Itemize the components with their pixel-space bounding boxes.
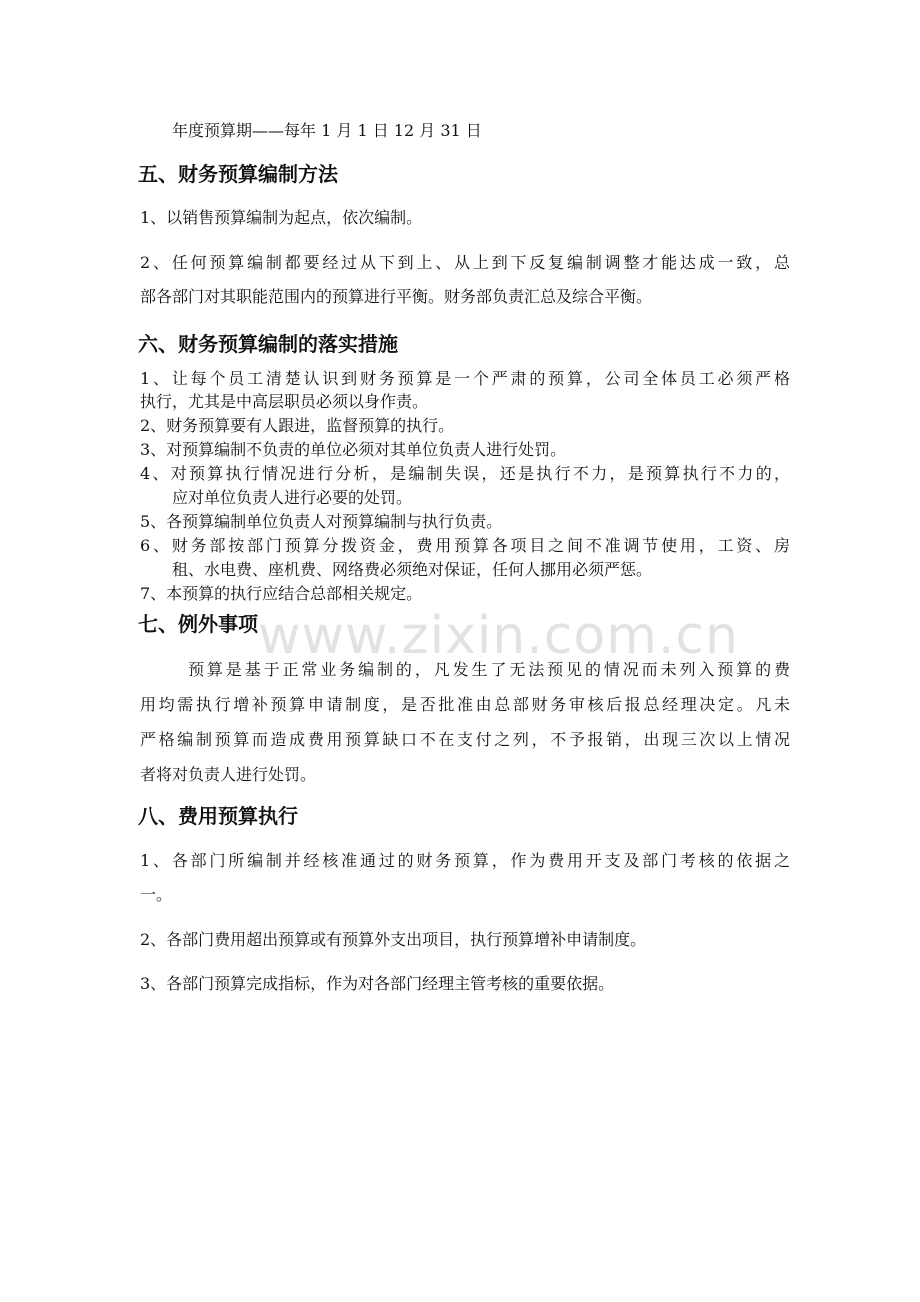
execution-item-1-line-1: 1、各部门所编制并经核准通过的财务预算，作为费用开支及部门考核的依据之 (140, 851, 790, 870)
method-item-2-line-1: 2、任何预算编制都要经过从下到上、从上到下反复编制调整才能达成一致，总 (140, 253, 790, 272)
section-heading-implementation-measures: 六、财务预算编制的落实措施 (138, 332, 398, 356)
method-item-1: 1、以销售预算编制为起点，依次编制。 (140, 208, 423, 227)
execution-item-1-line-2: 一。 (140, 885, 173, 904)
section-heading-expense-execution: 八、费用预算执行 (138, 804, 298, 828)
watermark: www.zixin.com.cn (258, 606, 739, 666)
exceptions-paragraph-line-1: 预算是基于正常业务编制的，凡发生了无法预见的情况而未列入预算的费 (188, 660, 790, 679)
budget-period-line: 年度预算期——每年 1 月 1 日 12 月 31 日 (172, 121, 482, 140)
method-item-2-line-2: 部各部门对其职能范围内的预算进行平衡。财务部负责汇总及综合平衡。 (140, 287, 653, 306)
measure-item-4-line-2: 应对单位负责人进行必要的处罚。 (172, 488, 413, 507)
exceptions-paragraph-line-3: 严格编制预算而造成费用预算缺口不在支付之列，不予报销，出现三次以上情况 (140, 730, 790, 749)
measure-item-5: 5、各预算编制单位负责人对预算编制与执行负责。 (140, 512, 503, 531)
exceptions-paragraph-line-2: 用均需执行增补预算申请制度，是否批准由总部财务审核后报总经理决定。凡未 (140, 695, 790, 714)
measure-item-6-line-1: 6、财务部按部门预算分拨资金，费用预算各项目之间不准调节使用，工资、房 (140, 536, 790, 555)
measure-item-2: 2、财务预算要有人跟进，监督预算的执行。 (140, 416, 455, 435)
section-heading-budget-method: 五、财务预算编制方法 (138, 162, 338, 186)
execution-item-2: 2、各部门费用超出预算或有预算外支出项目，执行预算增补申请制度。 (140, 930, 647, 949)
execution-item-3: 3、各部门预算完成指标，作为对各部门经理主管考核的重要依据。 (140, 974, 615, 993)
measure-item-6-line-2: 租、水电费、座机费、网络费必须绝对保证，任何人挪用必须严惩。 (172, 560, 653, 579)
measure-item-1-line-2: 执行，尤其是中高层职员必须以身作责。 (140, 392, 429, 411)
measure-item-7: 7、本预算的执行应结合总部相关规定。 (140, 584, 423, 603)
measure-item-1-line-1: 1、让每个员工清楚认识到财务预算是一个严肃的预算，公司全体员工必须严格 (140, 369, 790, 388)
exceptions-paragraph-line-4: 者将对负责人进行处罚。 (140, 765, 317, 784)
measure-item-3: 3、对预算编制不负责的单位必须对其单位负责人进行处罚。 (140, 440, 567, 459)
section-heading-exceptions: 七、例外事项 (138, 612, 258, 636)
measure-item-4-line-1: 4、对预算执行情况进行分析，是编制失误，还是执行不力，是预算执行不力的， (140, 464, 790, 483)
